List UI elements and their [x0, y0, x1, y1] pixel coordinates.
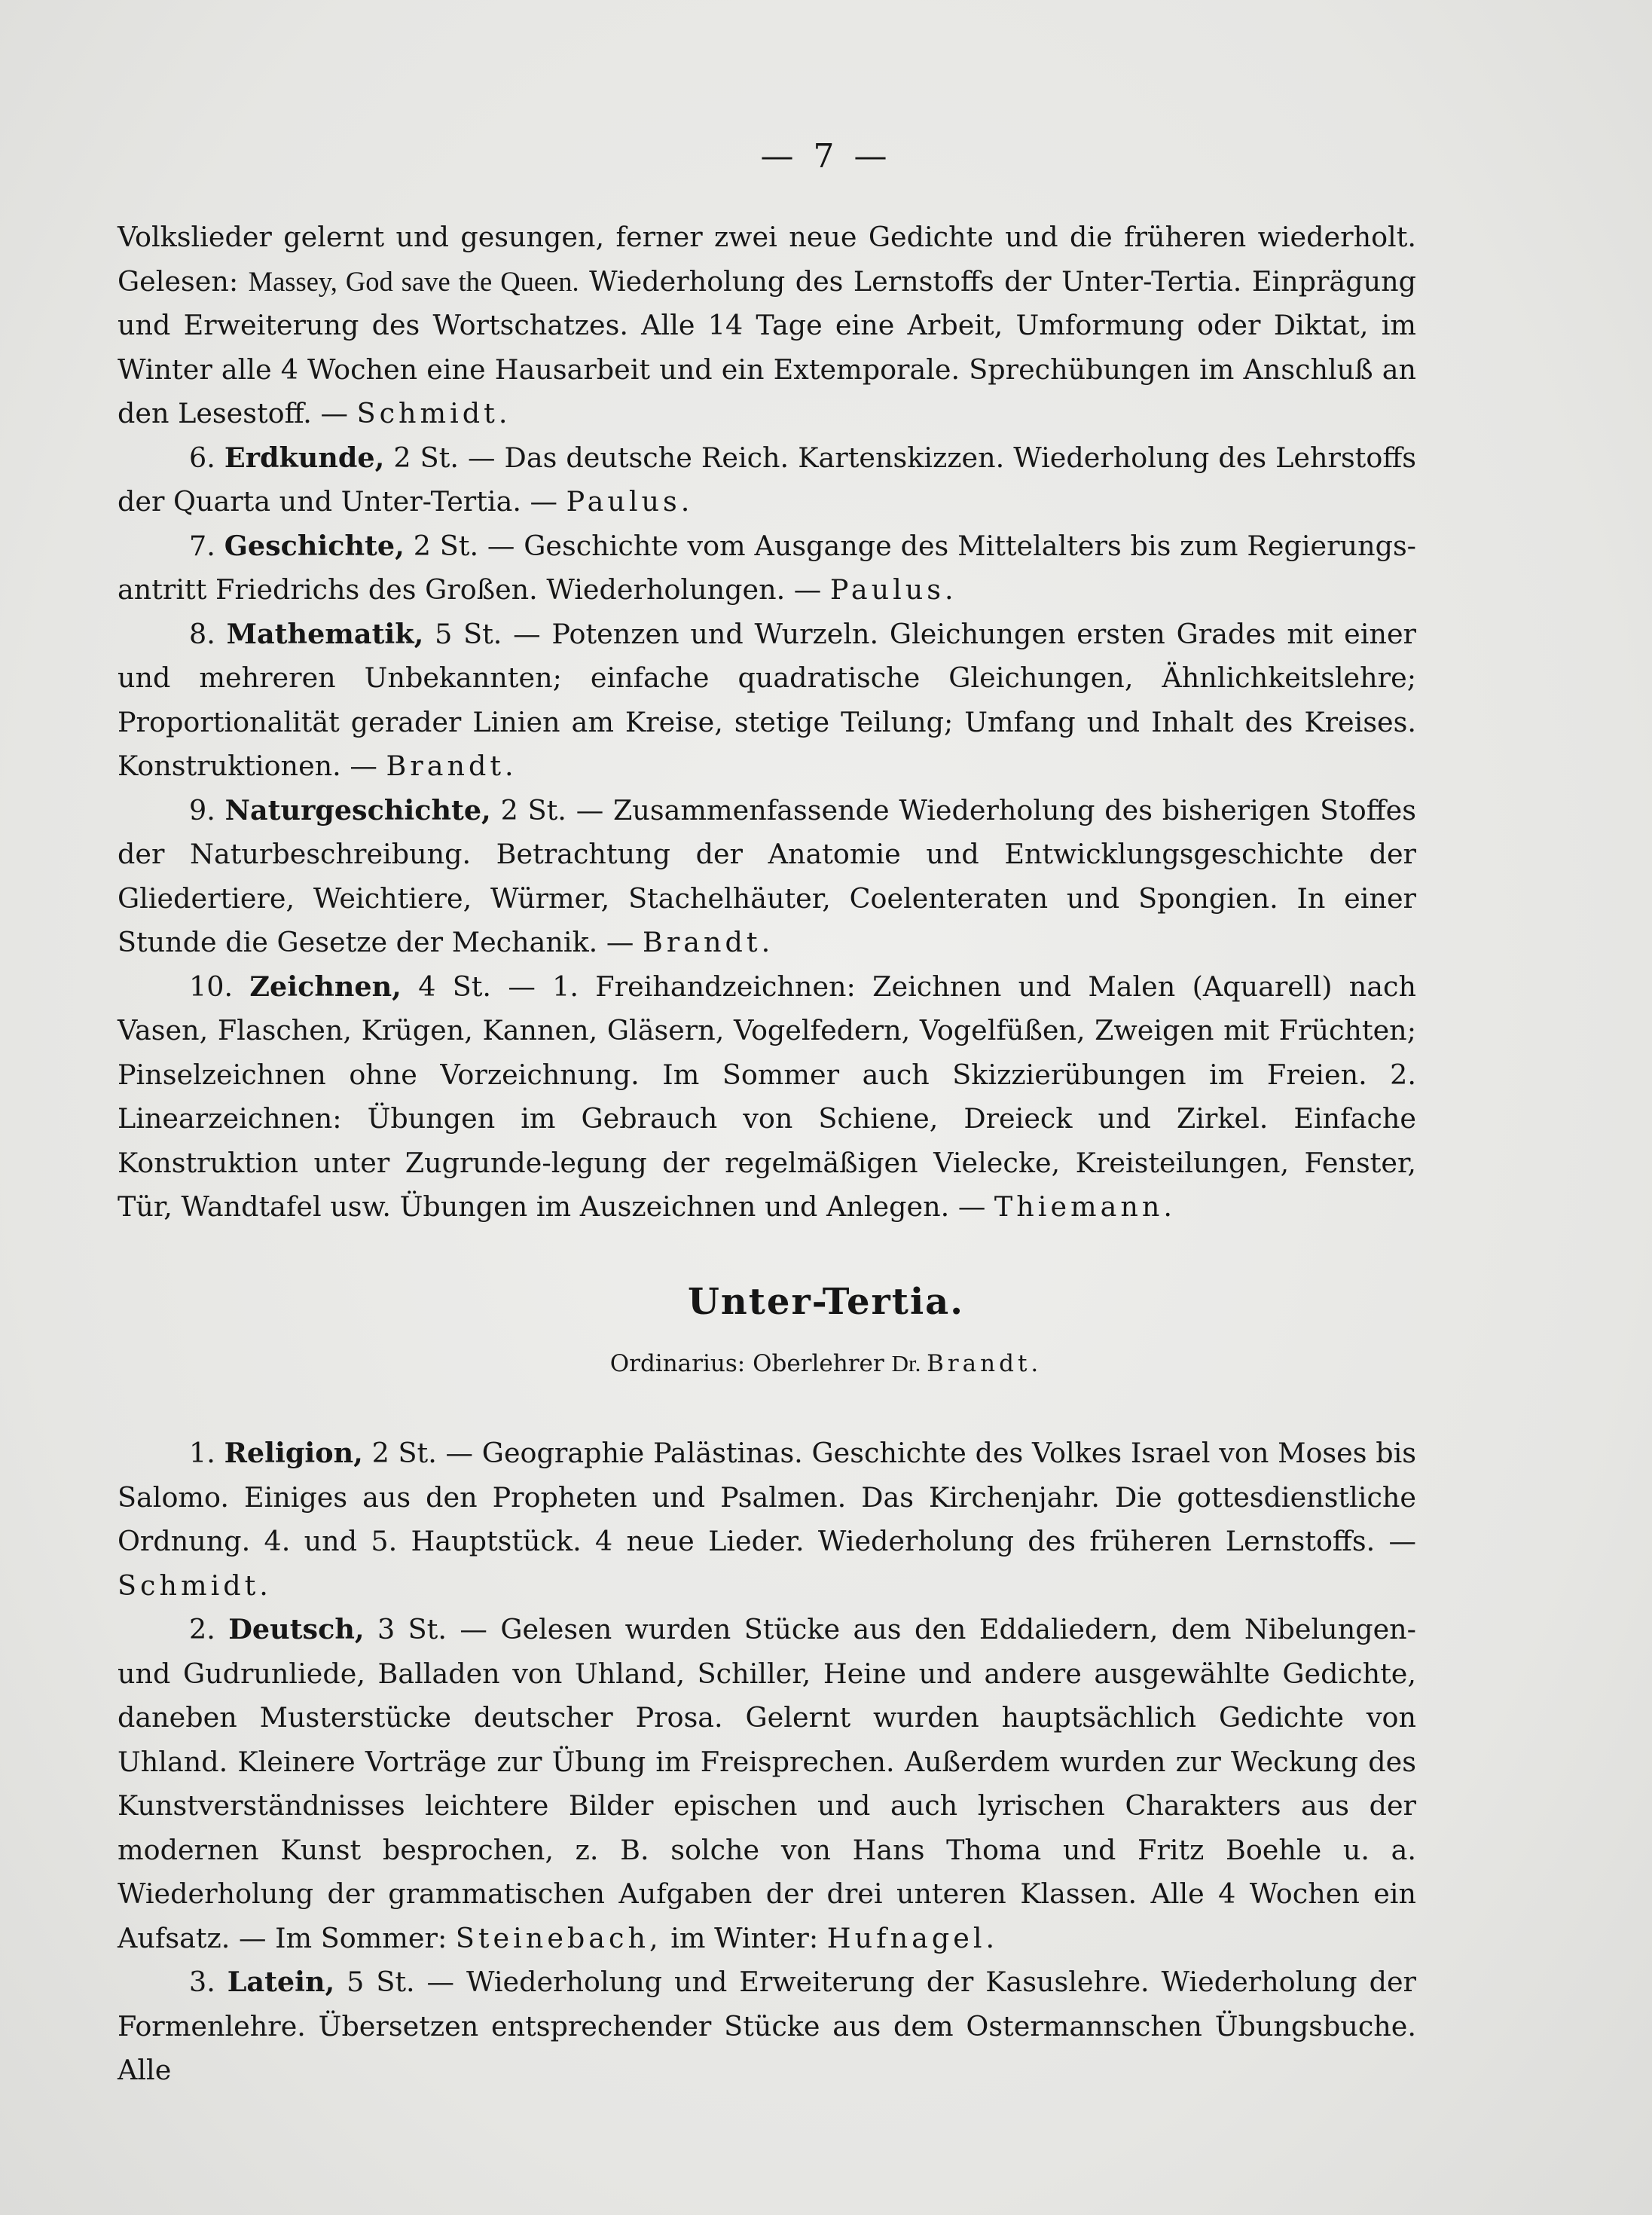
teacher-name: Brandt.	[927, 1350, 1043, 1377]
ordinarius-line: Ordinarius: Oberlehrer Dr. Brandt.	[609, 1350, 1043, 1377]
subject-paragraph-geschichte	[118, 524, 1416, 613]
subject-text: 3 St. — Gelesen wurden Stücke aus den Eddaliedern, dem Nibelungen- und Gudrunliede, Balladen von Uhland, Schiller, Heine und andere ausgewählte Gedichte, daneben Musterstücke deutscher Prosa. Gelernt wurden hauptsächlich Gedichte von Uhland. Kleinere Vorträge zur Übung im Freisprechen. Außerdem wurden zur Weckung des Kunstverständnisses leichtere Bilder epischen und auch lyrischen Charakters aus der modernen Kunst besprochen, z. B. solche von Hans Thoma und Fritz Boehle u. a. Wiederholung der grammatischen Aufgaben der drei unteren Klassen. Alle 4 Wochen ein Aufsatz. — Im Sommer:	[118, 1613, 1417, 1954]
item-number: 3.	[189, 1966, 215, 1998]
item-number: 7.	[189, 529, 215, 562]
teacher-name: Hufnagel.	[826, 1921, 999, 1954]
subject-text: 2 St. — Geschichte vom Ausgange des Mittelalters bis zum Regierungs-antritt Friedrichs des Großen. Wiederholungen. —	[118, 529, 1417, 606]
subject-name: Naturgeschichte,	[224, 793, 491, 826]
subject-paragraph-latein	[118, 1960, 1416, 2093]
teacher-name: Schmidt.	[356, 397, 511, 429]
subject-name: Latein,	[227, 1966, 335, 1998]
subject-paragraph-religion	[118, 1431, 1416, 1608]
subject-paragraph-erdkunde	[118, 436, 1416, 524]
subject-text: 2 St. — Geographie Palästinas. Geschichte des Volkes Israel von Moses bis Salomo. Einiges aus den Propheten und Psalmen. Das Kirchenjahr. Die gottesdienstliche Ordnung. 4. und 5. Hauptstück. 4 neue Lieder. Wiederholung des früheren Lernstoffs. —	[118, 1437, 1416, 1557]
item-number: 1.	[189, 1437, 215, 1469]
teacher-name: Steinebach,	[455, 1921, 662, 1954]
teacher-name: Schmidt.	[118, 1569, 272, 1602]
subject-name: Religion,	[224, 1437, 363, 1469]
subject-paragraph-mathematik	[118, 613, 1416, 789]
item-number: 2.	[189, 1613, 215, 1645]
item-number: 8.	[189, 617, 215, 650]
page-number: — 7 —	[760, 137, 892, 176]
subject-text: 2 St. — Zusammenfassende Wiederholung des bisherigen Stoffes der Naturbeschreibung. Betrachtung der Anatomie und Entwicklungsgeschichte der Gliedertiere, Weichtiere, Würmer, Stachelhäuter, Coelenteraten und Spongien. In einer Stunde die Gesetze der Mechanik. —	[118, 793, 1416, 958]
continuation-paragraph: Volkslieder gelernt und gesungen, ferner zwei neue Gedichte und die früheren wiederholt. Gelesen: Massey, God save the Queen. Wiederholung des Lernstoffs der Unter-Tertia. Einprägung und Erweiterung des Wortschatzes. Alle 14 Tage eine Arbeit, Umformung oder Diktat, im Winter alle 4 Wochen eine Hausarbeit und ein Extemporale. Sprechübungen im Anschluß an den Lesestoff. — Schmidt.	[118, 221, 1416, 429]
subject-name: Mathematik,	[226, 617, 424, 650]
subject-name: Zeichnen,	[249, 970, 402, 1003]
upper-text-block	[118, 215, 1416, 1230]
teacher-name: Thiemann.	[994, 1190, 1177, 1223]
lower-text-block	[118, 1431, 1416, 2093]
subject-name: Deutsch,	[228, 1613, 365, 1645]
item-number: 10.	[189, 970, 234, 1003]
subject-text: 5 St. — Potenzen und Wurzeln. Gleichungen ersten Grades mit einer und mehreren Unbekannten; einfache quadratische Gleichungen, Ähnlichkeitslehre; Proportionalität gerader Linien am Kreise, stetige Teilung; Umfang und Inhalt des Kreises. Konstruktionen. —	[118, 617, 1416, 782]
teacher-name: Brandt.	[643, 926, 774, 958]
subject-paragraph-deutsch: 2. Deutsch, 3 St. — Gelesen wurden Stücke aus den Eddaliedern, dem Nibelungen- und Gudrunliede, Balladen von Uhland, Schiller, Heine und andere ausgewählte Gedichte, daneben Musterstücke deutscher Prosa. Gelernt wurden hauptsächlich Gedichte von Uhland. Kleinere Vorträge zur Übung im Freisprechen. Außerdem wurden zur Weckung des Kunstverständnisses leichtere Bilder epischen und auch lyrischen Charakters aus der modernen Kunst besprochen, z. B. solche von Hans Thoma und Fritz Boehle u. a. Wiederholung der grammatischen Aufgaben der drei unteren Klassen. Alle 4 Wochen ein Aufsatz. — Im Sommer: Steinebach, im Winter: Hufnagel.	[118, 1613, 1417, 1954]
teacher-name: Paulus.	[829, 573, 957, 606]
latin-title: Massey, God save the Queen.	[248, 265, 579, 297]
subject-name: Geschichte,	[224, 529, 405, 562]
subject-paragraph-zeichnen	[118, 965, 1416, 1230]
subject-text: 2 St. — Das deutsche Reich. Kartenskizzen. Wiederholung des Lehrstoffs der Quarta und Unter-Tertia. —	[118, 441, 1416, 518]
section-heading: Unter-Tertia.	[688, 1281, 964, 1323]
item-number: 9.	[189, 793, 215, 826]
teacher-name: Brandt.	[386, 750, 518, 782]
subject-name: Erdkunde,	[224, 441, 385, 474]
subject-paragraph-naturgeschichte	[118, 789, 1416, 965]
subject-text: 5 St. — Wiederholung und Erweiterung der Kasuslehre. Wiederholung der Formenlehre. Übersetzen entsprechender Stücke aus dem Ostermannschen Übungsbuche. Alle	[118, 1966, 1416, 2086]
subject-text: 4 St. — 1. Freihandzeichnen: Zeichnen und Malen (Aquarell) nach Vasen, Flaschen, Krügen, Kannen, Gläsern, Vogelfedern, Vogelfüßen, Zweigen mit Früchten; Pinselzeichnen ohne Vorzeichnung. Im Sommer auch Skizzierübungen im Freien. 2. Linearzeichnen: Übungen im Gebrauch von Schiene, Dreieck und Zirkel. Einfache Konstruktion unter Zugrunde-legung der regelmäßigen Vielecke, Kreisteilungen, Fenster, Tür, Wandtafel usw. Übungen im Auszeichnen und Anlegen. —	[118, 970, 1417, 1223]
item-number: 6.	[189, 441, 215, 474]
teacher-name: Paulus.	[566, 485, 694, 518]
